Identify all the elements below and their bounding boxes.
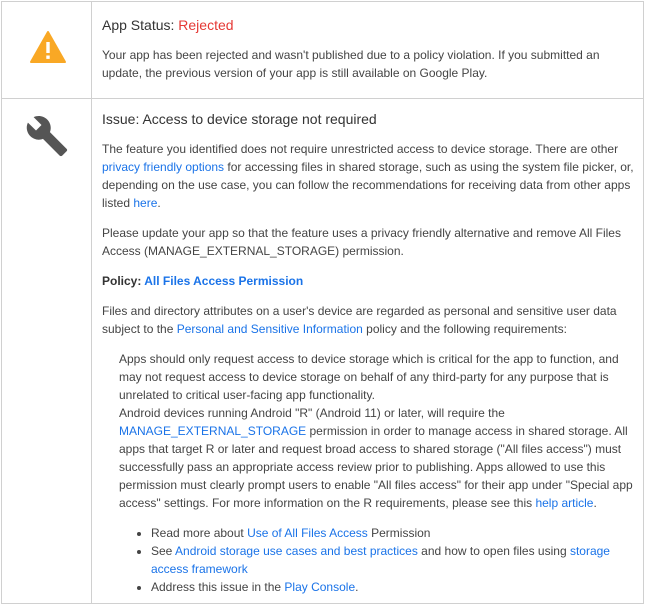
policy-issue-panel	[1, 1, 644, 604]
issue-p1-text-a: The feature you identified does not require unrestricted access to device storage. There are other	[102, 142, 619, 156]
manage-external-storage-link[interactable]: MANAGE_EXTERNAL_STORAGE	[119, 424, 307, 438]
status-icon-cell	[2, 2, 92, 98]
list-item	[151, 524, 635, 542]
play-console-link[interactable]: Play Console	[284, 580, 356, 594]
storage-best-practices-link[interactable]: Android storage use cases and best practices	[175, 544, 418, 558]
help-article-link[interactable]: help article	[535, 496, 594, 510]
list-item-text: See	[151, 544, 176, 558]
list-item	[151, 578, 635, 596]
list-item	[151, 542, 635, 578]
policy-requirements-block	[119, 350, 635, 512]
app-status-label: App Status:	[102, 17, 179, 33]
issue-row	[2, 98, 643, 603]
list-item-text: Address this issue in the	[151, 580, 285, 594]
warning-icon	[29, 30, 67, 64]
status-content	[102, 16, 635, 82]
app-status-heading	[102, 16, 635, 34]
issue-p1-text-b: for accessing files in shared storage, such as using the system file picker, or, depending on the use case, you can follow the recommendations for receiving data from other apps listed	[102, 160, 634, 210]
all-files-access-policy-link[interactable]: All Files Access Permission	[144, 274, 304, 288]
issue-paragraph-3	[102, 302, 635, 338]
issue-paragraph-2: Please update your app so that the feature uses a privacy friendly alternative and remove All Files Access (MANAGE_EXTERNAL_STORAGE) permission.	[102, 226, 621, 258]
list-item-text: Read more about	[151, 526, 248, 540]
requirement-2	[119, 404, 635, 512]
requirement-1: Apps should only request access to device storage which is critical for the app to function, and may not request access to device storage on behalf of any third-party for any purpose that is unrelated to critical user-facing app functionality.	[119, 352, 619, 402]
requirement-2-text-a: Android devices running Android "R" (Android 11) or later, will require the	[119, 406, 505, 420]
issue-title: Issue: Access to device storage not required	[102, 111, 377, 127]
status-description: Your app has been rejected and wasn't published due to a policy violation. If you submitted an update, the previous version of your app is still available on Google Play.	[102, 48, 600, 80]
issue-icon-cell	[2, 98, 92, 603]
policy-line	[102, 272, 635, 290]
personal-sensitive-info-link[interactable]: Personal and Sensitive Information	[176, 322, 363, 336]
list-item-text: and how to open files using	[417, 544, 570, 558]
here-link[interactable]: here	[133, 196, 158, 210]
issue-p3-text-b: policy and the following requirements:	[362, 322, 567, 336]
action-list	[102, 524, 635, 596]
storage-access-framework-link[interactable]: storage access framework	[151, 544, 610, 576]
requirement-2-text-c: .	[593, 496, 597, 510]
issue-content	[102, 110, 635, 596]
wrench-icon	[25, 114, 69, 158]
use-of-all-files-access-link[interactable]: Use of All Files Access	[247, 526, 368, 540]
requirement-2-text-b: permission in order to manage access in shared storage. All apps that target R or later and request broad access to shared storage ("All files access") must successfully pass an appropriate access review prior to publishing. Apps allowed to use this permission must clearly prompt users to enable "All files access" for their app under "Special app access" settings. For more information on the R requirements, please see this	[119, 424, 633, 510]
issue-p1-text-c: .	[157, 196, 161, 210]
issue-paragraph-1	[102, 140, 635, 212]
list-item-text: .	[355, 580, 359, 594]
issue-p3-text-a: Files and directory attributes on a user's device are regarded as personal and sensitive user data subject to the	[102, 304, 617, 336]
list-item-text: Permission	[367, 526, 431, 540]
status-row	[2, 2, 643, 99]
policy-label: Policy:	[102, 274, 145, 288]
app-status-value: Rejected	[178, 17, 234, 33]
privacy-friendly-options-link[interactable]: privacy friendly options	[102, 160, 225, 174]
